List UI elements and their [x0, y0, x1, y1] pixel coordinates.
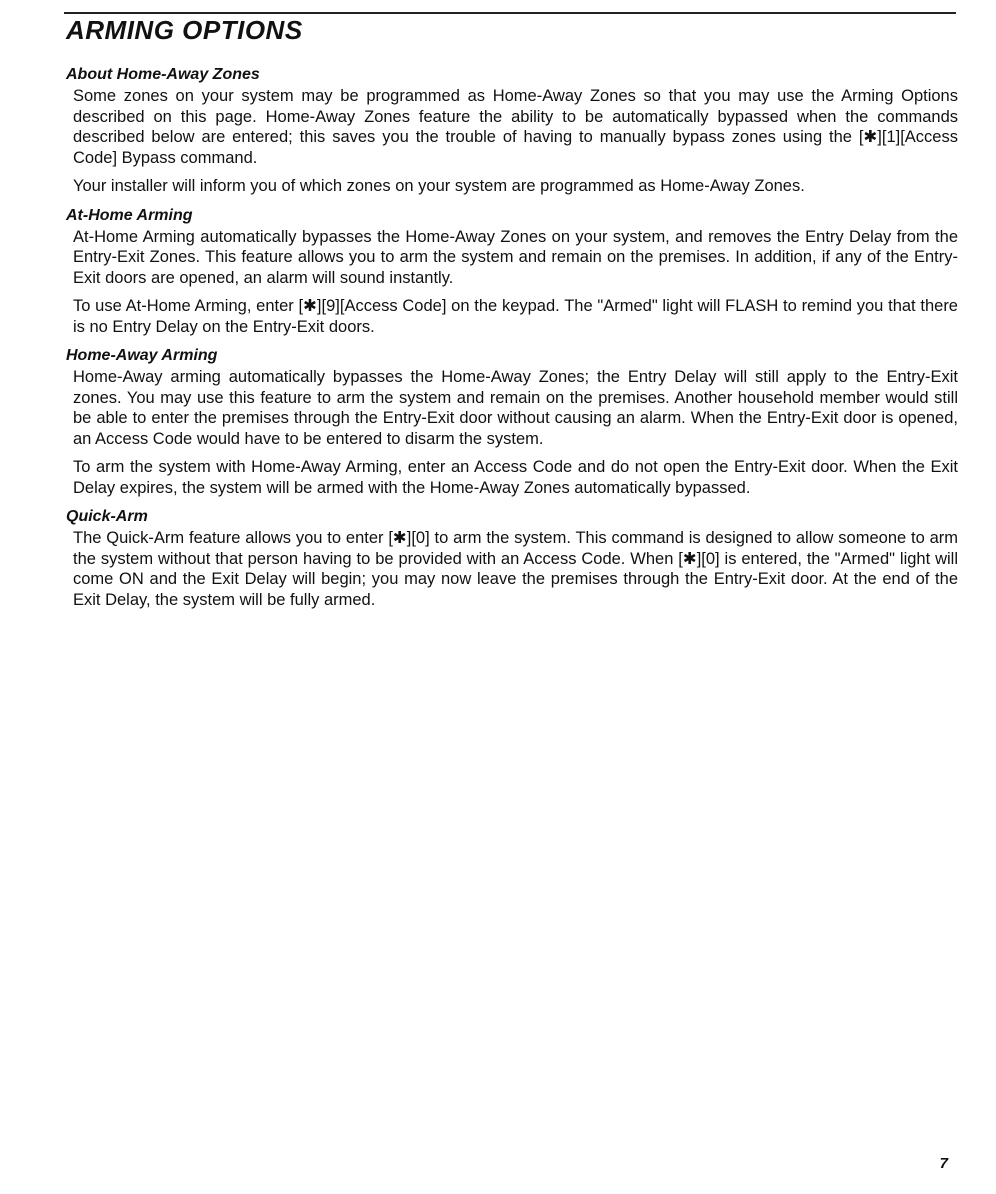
section-about-home-away-zones — [66, 64, 958, 197]
document-body — [66, 64, 958, 618]
section-heading: At-Home Arming — [66, 206, 193, 224]
paragraph: Your installer will inform you of which zones on your system are programmed as Home-Away Zones. — [73, 177, 805, 195]
page-number: 7 — [939, 1155, 948, 1172]
paragraph: To use At-Home Arming, enter [✱][9][Access Code] on the keypad. The "Armed" light will FLASH to remind you that there is no Entry Delay on the Entry-Exit doors. — [73, 297, 958, 336]
paragraph: Home-Away arming automatically bypasses the Home-Away Zones; the Entry Delay will still apply to the Entry-Exit zones. You may use this feature to arm the system and remain on the premises. Another household member would still be able to enter the premises through the Entry-Exit door without causing an alarm. When the Entry-Exit door is opened, an Access Code would have to be entered to disarm the system. — [73, 368, 958, 448]
section-heading: About Home-Away Zones — [66, 66, 260, 83]
section-quick-arm — [66, 506, 958, 610]
paragraph: The Quick-Arm feature allows you to enter [✱][0] to arm the system. This command is designed to allow someone to arm the system without that person having to be provided with an Access Code. When [✱][0] is entered, the "Armed" light will come ON and the Exit Delay will begin; you may now leave the premises through the Entry-Exit door. At the end of the Exit Delay, the system will be fully armed. — [73, 529, 958, 609]
page-title: ARMING OPTIONS — [66, 15, 303, 45]
section-heading: Home-Away Arming — [66, 347, 218, 364]
section-at-home-arming — [66, 205, 958, 338]
paragraph: To arm the system with Home-Away Arming, enter an Access Code and do not open the Entry-Exit door. When the Exit Delay expires, the system will be armed with the Home-Away Zones automatically bypassed. — [73, 458, 958, 497]
section-home-away-arming — [66, 345, 958, 498]
paragraph: Some zones on your system may be programmed as Home-Away Zones so that you may use the Arming Options described on this page. Home-Away Zones feature the ability to be automatically bypassed when the commands described below are entered; this saves you the trouble of having to manually bypass zones using the [✱][1][Access Code] Bypass command. — [73, 87, 958, 167]
section-heading: Quick-Arm — [66, 508, 148, 525]
paragraph: At-Home Arming automatically bypasses the Home-Away Zones on your system, and removes the Entry Delay from the Entry-Exit Zones. This feature allows you to arm the system and remain on the premises. In addition, if any of the Entry-Exit doors are opened, an alarm will sound instantly. — [73, 227, 958, 287]
